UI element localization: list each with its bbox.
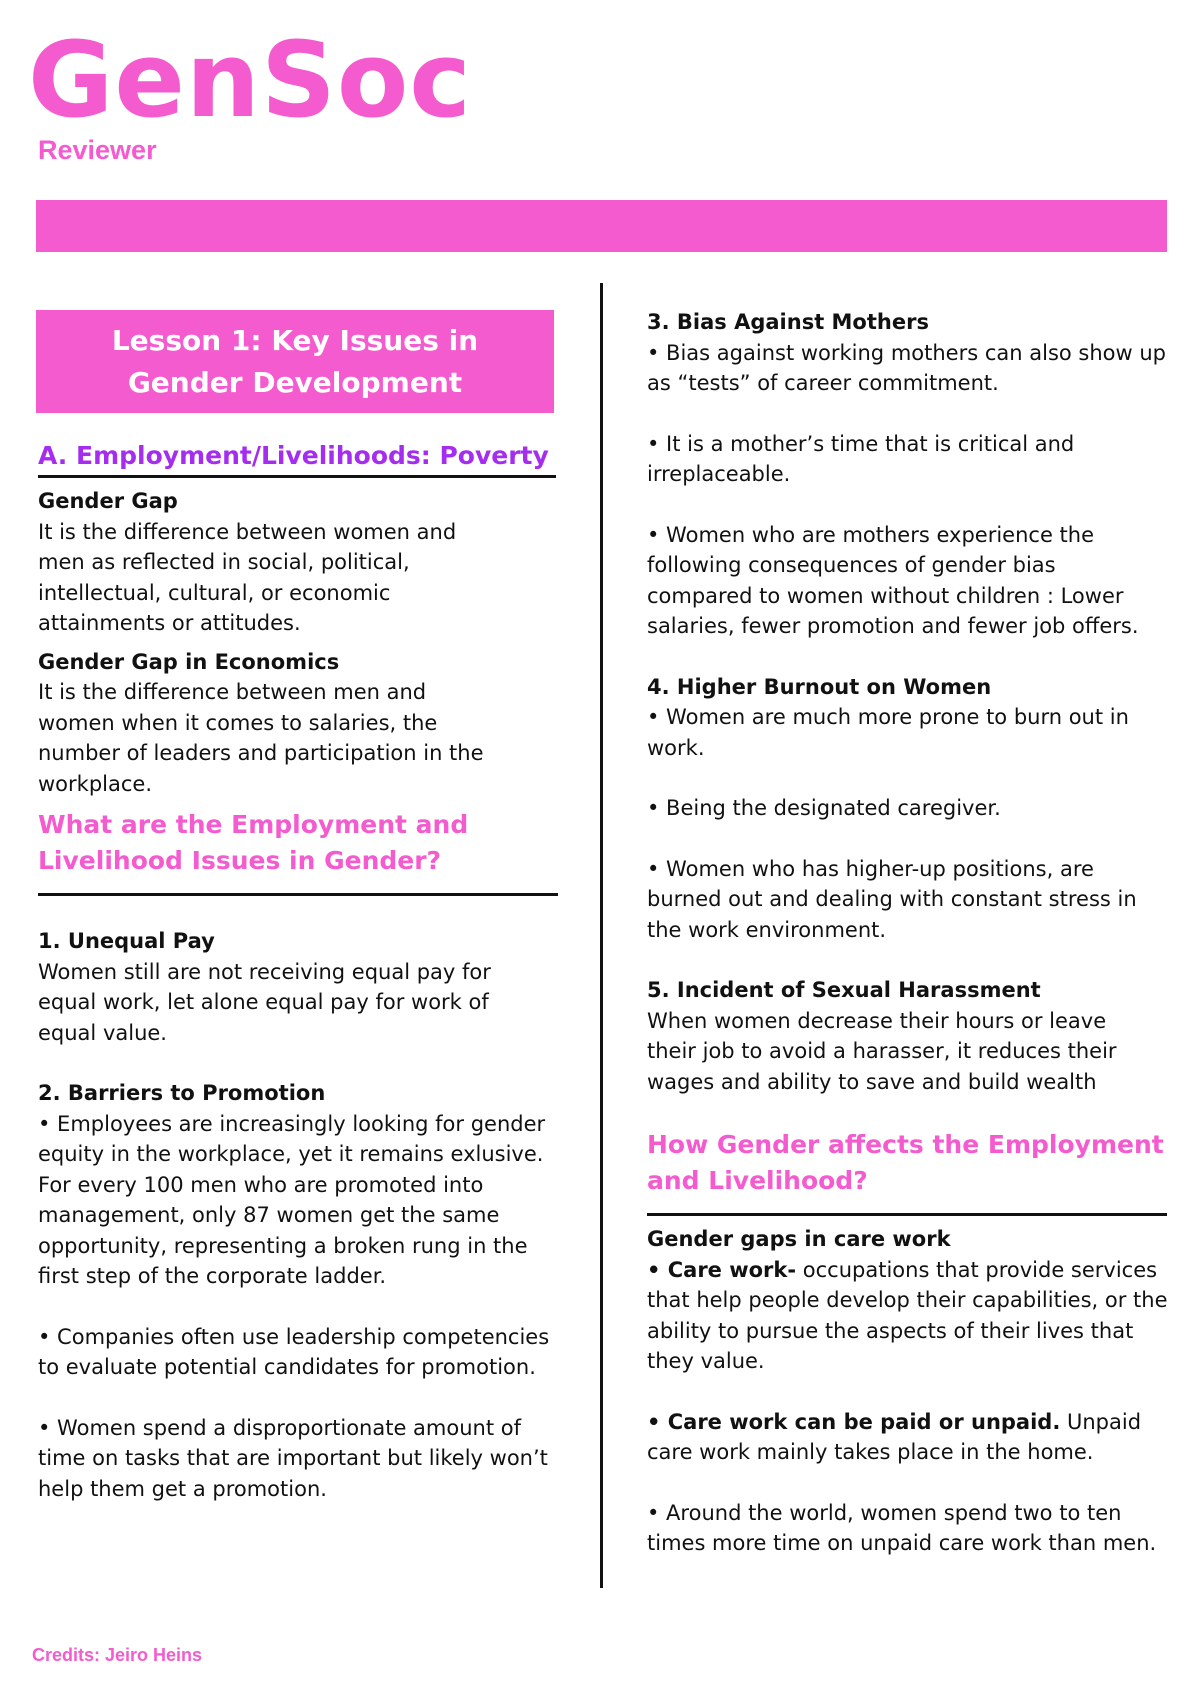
care-bullet-bold: • Care work can be paid or unpaid. [647, 1409, 1061, 1434]
how-gender-heading: How Gender affects the Employment and Livelihood? [647, 1127, 1167, 1216]
gender-gap-title: Gender Gap [38, 489, 178, 513]
econ-gap-title: Gender Gap in Economics [38, 649, 340, 674]
econ-gap-body: It is the difference between men and women when it comes to salaries, the number of leaders and participation in the workplace. [38, 680, 484, 796]
page-title: GenSoc [28, 19, 472, 141]
care-bullet [647, 1255, 1177, 1377]
care-bullet [647, 1407, 1177, 1468]
barriers-bullet: • Women spend a disproportionate amount of time on tasks that are important but likely won’t help them get a promotion. [38, 1415, 548, 1501]
bias-bullet: • Women who are mothers experience the following consequences of gender bias compared to women without children : Lower salaries, fewer promotion and fewer job offers. [647, 522, 1139, 638]
column-divider [600, 283, 603, 1588]
care-bullet-bold: • Care work- [647, 1257, 797, 1282]
care-bullet-text: occupations that provide services that help people develop their capabilities, or the ability to pursue the aspects of their lives that they value. [647, 1257, 1168, 1373]
burnout-bullet: • Being the designated caregiver. [647, 796, 1001, 820]
burnout-bullet: • Women are much more prone to burn out in work. [647, 705, 1129, 760]
bias-title: 3. Bias Against Mothers [647, 310, 929, 334]
credits: Credits: Jeiro Heins [32, 1645, 203, 1665]
barriers-bullet: • Employees are increasingly looking for gender equity in the workplace, yet it remains exlusive. For every 100 men who are promoted into management, only 87 women get the same opportunity, representing a broken rung in the first step of the corporate ladder. [38, 1111, 546, 1288]
right-column [647, 307, 1177, 1559]
bias-bullet: • It is a mother’s time that is critical and irreplaceable. [647, 431, 1075, 486]
harassment-body: When women decrease their hours or leave their job to avoid a harasser, it reduces their wages and ability to save and build wealth [647, 1008, 1117, 1094]
unequal-pay-title: 1. Unequal Pay [38, 929, 215, 953]
lesson-title: Lesson 1: Key Issues in Gender Development [111, 323, 479, 399]
issues-heading: What are the Employment and Livelihood Issues in Gender? [38, 807, 558, 896]
gender-gap-body: It is the difference between women and men as reflected in social, political, intellectual, cultural, or economic attainments or attitudes. [38, 519, 457, 635]
barriers-title: 2. Barriers to Promotion [38, 1081, 326, 1105]
care-bullet: • Around the world, women spend two to ten times more time on unpaid care work than men. [647, 1500, 1157, 1555]
burnout-bullet: • Women who has higher-up positions, are burned out and dealing with constant stress in the work environment. [647, 856, 1137, 942]
section-heading-employment: A. Employment/Livelihoods: Poverty [38, 439, 556, 478]
burnout-title: 4. Higher Burnout on Women [647, 674, 992, 699]
lesson-title-box [36, 310, 554, 413]
unequal-pay-body: Women still are not receiving equal pay for equal work, let alone equal pay for work of equal value. [38, 959, 491, 1045]
bias-bullet: • Bias against working mothers can also show up as “tests” of career commitment. [647, 340, 1166, 395]
left-column [38, 310, 568, 1504]
page-subtitle: Reviewer [38, 135, 157, 165]
header-bar [36, 200, 1167, 252]
care-title: Gender gaps in care work [647, 1227, 951, 1251]
harassment-title: 5. Incident of Sexual Harassment [647, 978, 1041, 1002]
care-bullet-text: Unpaid care work mainly takes place in the home. [647, 1409, 1142, 1464]
barriers-bullet: • Companies often use leadership competencies to evaluate potential candidates for promotion. [38, 1324, 550, 1379]
